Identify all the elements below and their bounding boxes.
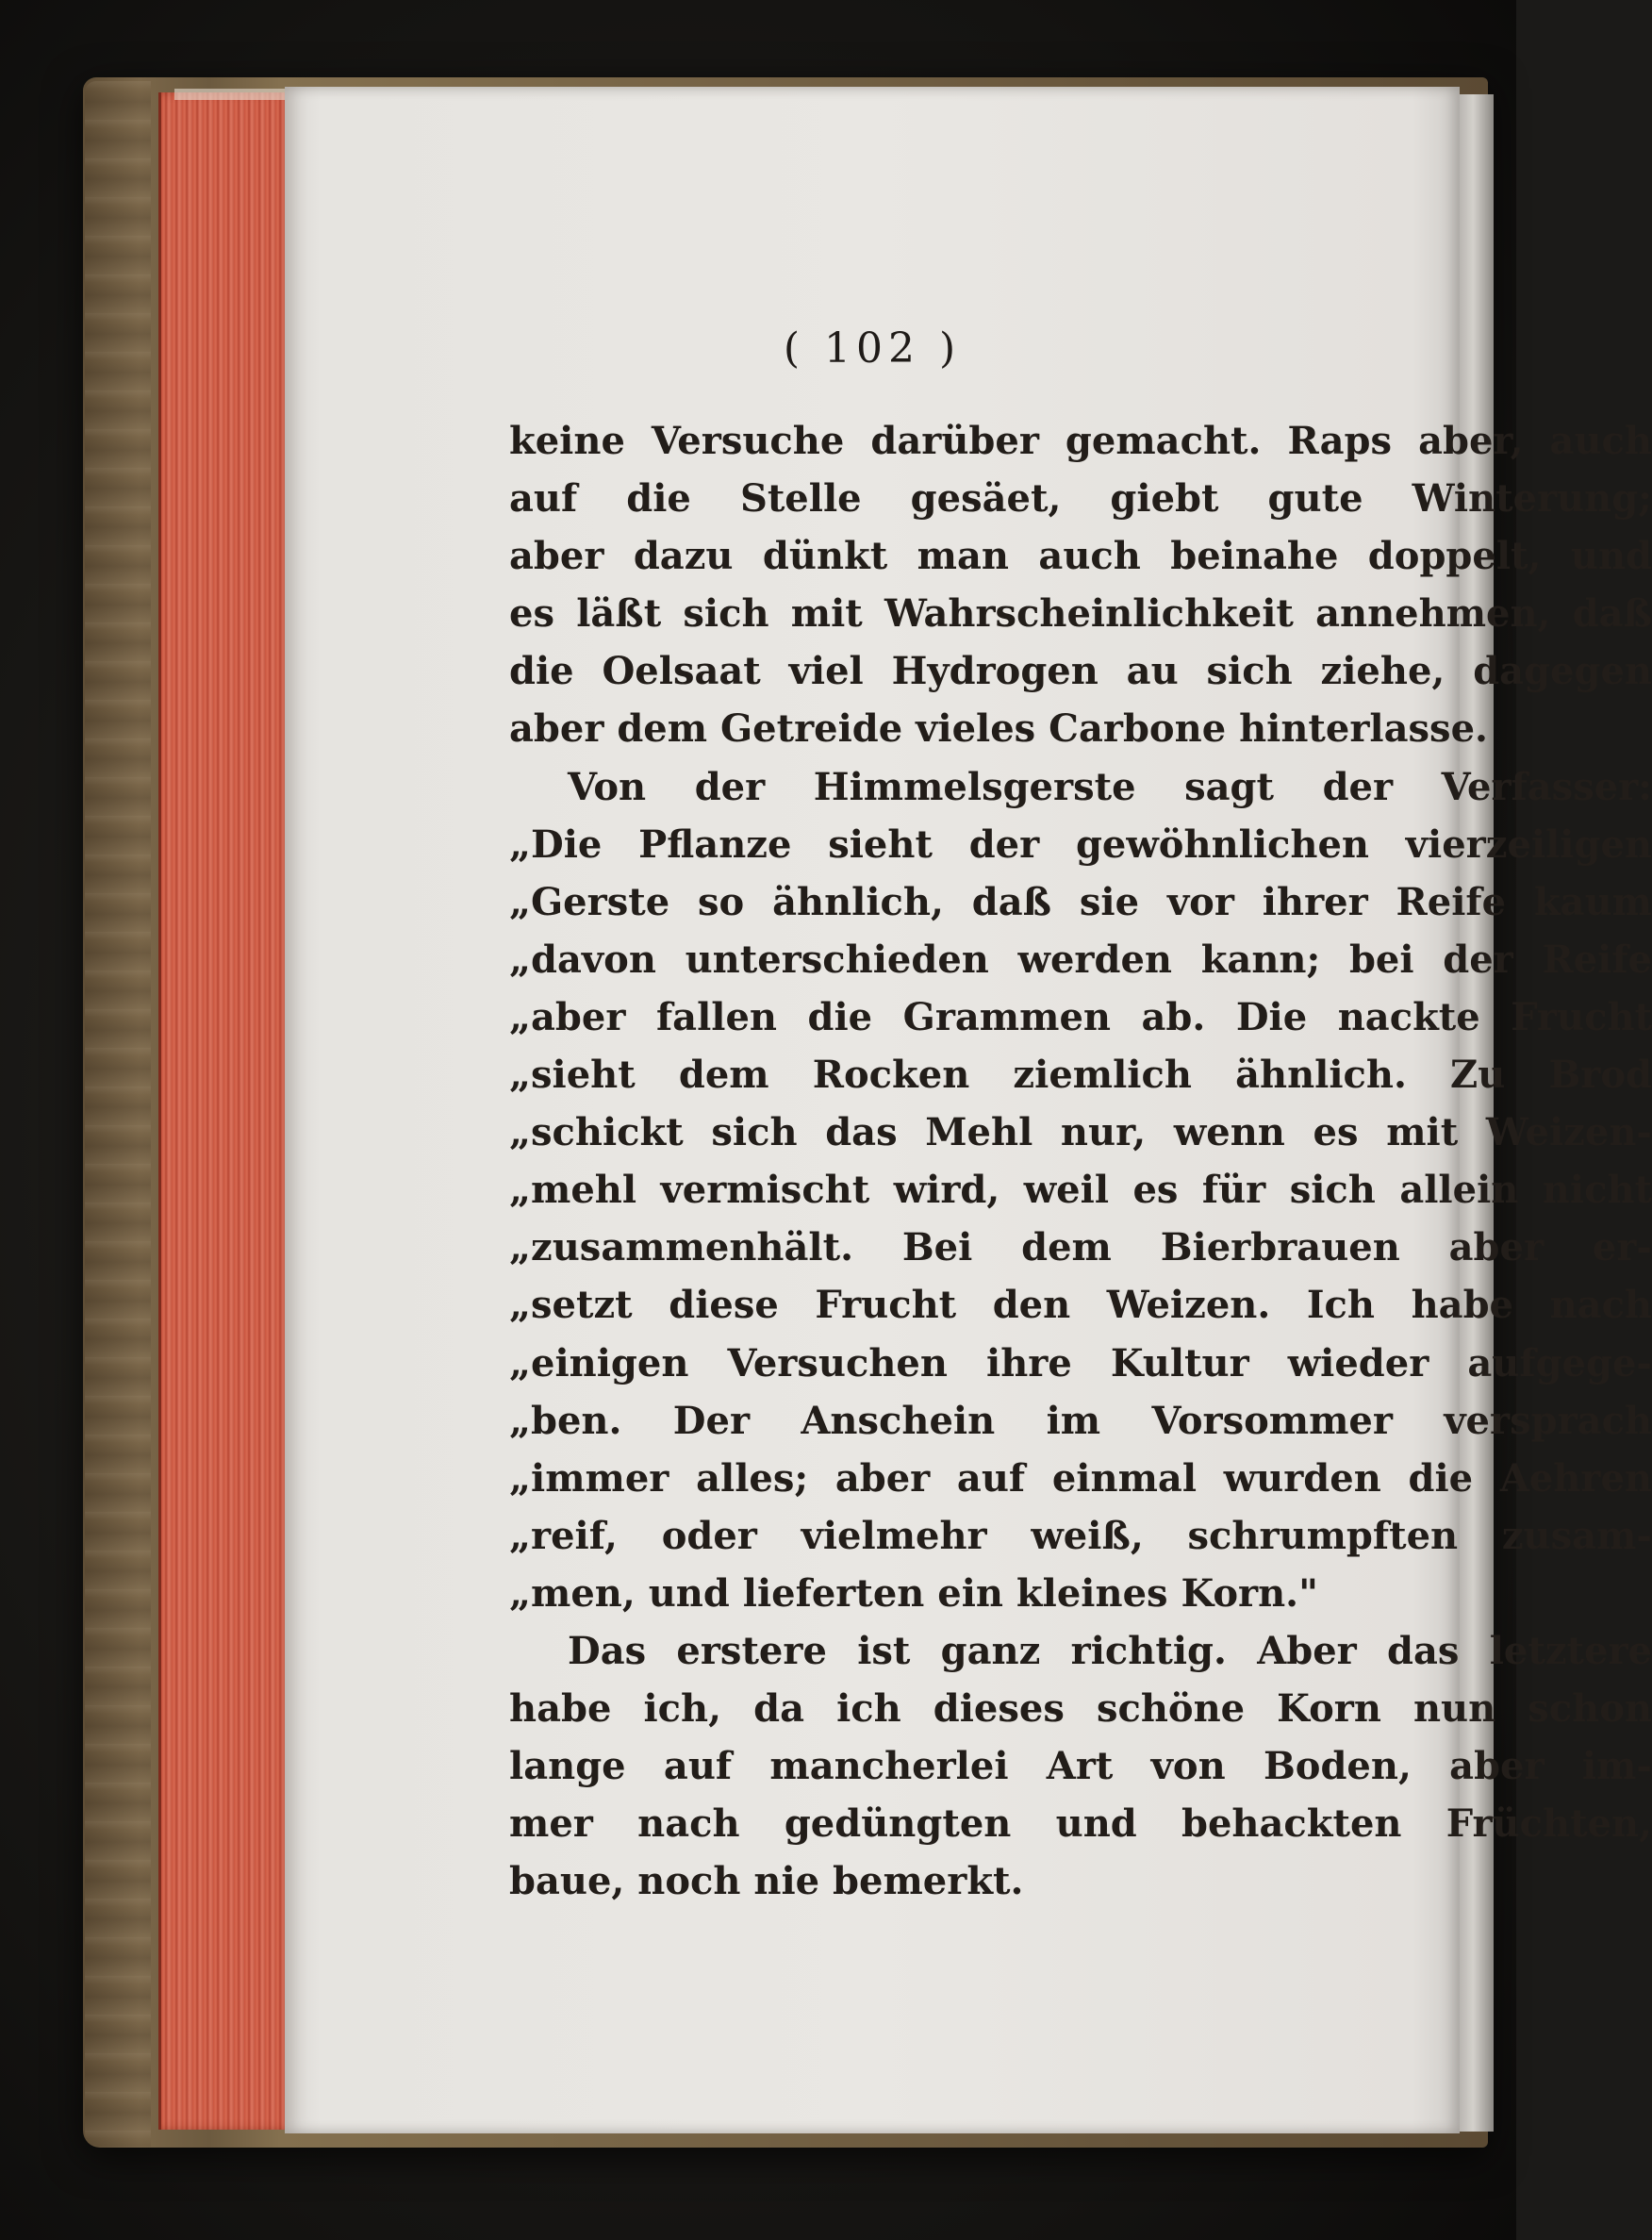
text-line: keine Versuche darüber gemacht. Raps aber, auch xyxy=(509,419,1652,463)
text-line: „setzt diese Frucht den Weizen. Ich habe nach xyxy=(509,1283,1652,1328)
text-line: „Die Pflanze sieht der gewöhnlichen vierzeiligen xyxy=(509,821,1652,867)
cover-spine-wear xyxy=(85,81,151,2147)
text-line: „schickt sich das Mehl nur, wenn es mit Weizen- xyxy=(509,1110,1652,1155)
text-line: Das erstere ist ganz richtig. Aber das letztere xyxy=(568,1628,1652,1673)
text-line: „Gerste so ähnlich, daß sie vor ihrer Reife kaum xyxy=(509,879,1652,924)
text-line: mer nach gedüngten und behackten Früchten, xyxy=(509,1801,1652,1847)
text-line: „zusammenhält. Bei dem Bierbrauen aber er- xyxy=(509,1225,1652,1270)
page-edge-highlight xyxy=(174,89,292,100)
text-line: Von der Himmelsgerste sagt der Verfasser: xyxy=(568,764,1652,809)
text-line: „davon unterschieden werden kann; bei der Reife xyxy=(509,937,1652,982)
text-line: „immer alles; aber auf einmal wurden die Aehren xyxy=(509,1455,1652,1501)
text-line: aber dazu dünkt man auch beinahe doppelt, und xyxy=(509,534,1652,579)
text-line: „sieht dem Rocken ziemlich ähnlich. Zu Brod xyxy=(509,1053,1652,1098)
red-page-edges xyxy=(158,92,293,2130)
text-line: „ben. Der Anschein im Vorsommer versprach xyxy=(509,1398,1652,1443)
book-page xyxy=(285,87,1652,2133)
text-line: „aber fallen die Grammen ab. Die nackte Frucht xyxy=(509,994,1652,1039)
text-line: habe ich, da ich dieses schöne Korn nun schon xyxy=(509,1686,1652,1732)
text-line: „reif, oder vielmehr weiß, schrumpften zusam- xyxy=(509,1513,1652,1558)
text-line: „einigen Versuchen ihre Kultur wieder aufgege- xyxy=(509,1340,1652,1385)
text-line: baue, noch nie bemerkt. xyxy=(509,1859,1024,1904)
text-line: die Oelsaat viel Hydrogen au sich ziehe, dagegen xyxy=(509,649,1652,694)
text-line: aber dem Getreide vieles Carbone hinterlasse. xyxy=(509,706,1488,752)
page-body xyxy=(509,412,1652,1910)
text-line: lange auf mancherlei Art von Boden, aber im- xyxy=(509,1744,1652,1789)
text-line: es läßt sich mit Wahrscheinlichkeit annehmen, daß xyxy=(509,591,1652,637)
text-line: auf die Stelle gesäet, giebt gute Winterung; xyxy=(509,476,1652,522)
text-line: „mehl vermischt wird, weil es für sich allein nicht xyxy=(509,1168,1652,1213)
page-number: ( 102 ) xyxy=(783,324,962,373)
text-line: „men, und lieferten ein kleines Korn." xyxy=(509,1570,1318,1616)
